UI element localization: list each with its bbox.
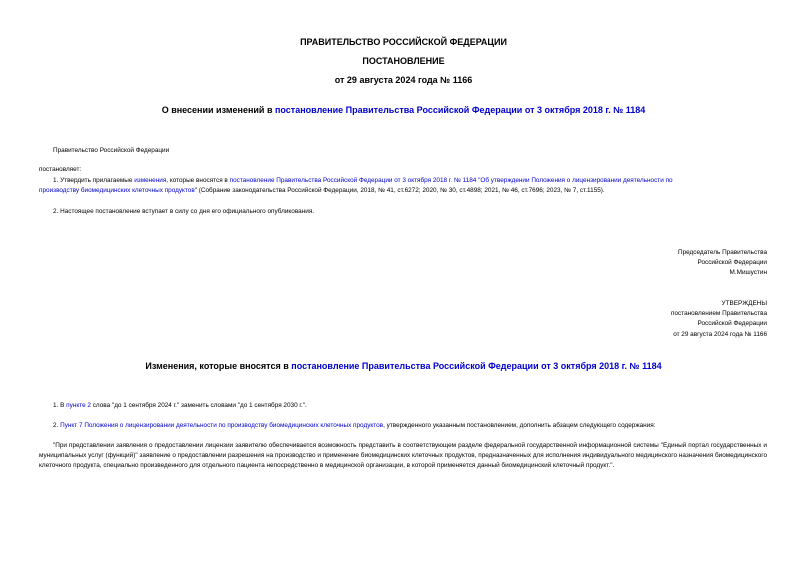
point-7-link[interactable]: Пункт 7 Положения о лицензировании деятельности по производству биомедицинских клеточных продуктов [60, 422, 384, 429]
item-1-text-c: " (Собрание законодательства Российской Федерации, 2018, № 41, ст.6272; 2020, № 30, ст.4898; 2021, № 46, ст.7696; 2023, № 7, ст.1155). [194, 187, 605, 194]
change-1-text-a: 1. В [53, 402, 67, 409]
decree-1184-full-link[interactable]: постановление Правительства Российской Федерации от 3 октября 2018 г. № 1184 "Об утверждении Положения о лицензировании деятельности по [229, 177, 673, 184]
government-intro: Правительство Российской Федерации [53, 147, 170, 154]
change-2 [53, 421, 656, 431]
decree-1184-link[interactable]: постановление Правительства Российской Федерации от 3 октября 2018 г. № 1184 [274, 105, 646, 115]
signature-line-3: М.Мишустин [729, 269, 767, 277]
change-1 [53, 401, 307, 411]
item-1-line-2 [39, 186, 605, 196]
change-1-text-b: слова "до 1 сентября 2024 г." заменить словами "до 1 сентября 2030 г.". [90, 402, 307, 409]
change-2-quote: "При представлении заявления о предоставлении лицензии заявителю обеспечивается возможность представить в соответствующем разделе федеральной государственной информационной системы "Единый портал государственных и муниципальных услуг (функций)" заявление о предоставлении разрешения на производство и применение биомедицинских клеточных продуктов, предназначенных для исполнения индивидуального медицинского назначения биомедицинского клеточного продукта, специально произведенного для отдельного пациента непосредственно в медицинской организации, в которой применяется данный биомедицинский клеточный продукт.". [39, 442, 767, 469]
changes-title [0, 361, 807, 371]
item-1-text-b: , которые вносятся в [166, 177, 230, 184]
government-heading: ПРАВИТЕЛЬСТВО РОССИЙСКОЙ ФЕДЕРАЦИИ [300, 37, 507, 47]
signature-block [678, 248, 767, 279]
changes-title-prefix: Изменения, которые вносятся в [145, 361, 292, 371]
approved-block [671, 299, 767, 340]
approved-line-1: УТВЕРЖДЕНЫ [721, 300, 767, 307]
change-2-text-a: 2. [53, 422, 61, 429]
changes-link[interactable]: изменения [134, 177, 167, 184]
signature-line-2: Российской Федерации [697, 259, 767, 267]
document-type: ПОСТАНОВЛЕНИЕ [362, 56, 445, 66]
approved-line-3: Российской Федерации [697, 320, 767, 328]
document-title [0, 105, 807, 115]
point-2-link[interactable]: пункте 2 [66, 402, 91, 409]
changes-decree-1184-link[interactable]: постановление Правительства Российской Федерации от 3 октября 2018 г. № 1184 [291, 361, 662, 371]
change-2-text-b: , утвержденного указанным постановлением, дополнить абзацем следующего содержания: [383, 422, 656, 429]
item-1-text-a: 1. Утвердить прилагаемые [53, 177, 135, 184]
decree-1184-full-link-cont[interactable]: производству биомедицинских клеточных продуктов [39, 187, 195, 194]
signature-line-1: Председатель Правительства [678, 249, 767, 256]
decrees-word: постановляет: [39, 166, 82, 173]
item-1-line-1 [53, 176, 673, 186]
approved-line-4: от 29 августа 2024 года № 1166 [673, 330, 767, 338]
item-2: 2. Настоящее постановление вступает в силу со дня его официального опубликования. [53, 208, 315, 215]
document-date-number: от 29 августа 2024 года № 1166 [334, 75, 473, 85]
approved-line-2: постановлением Правительства [671, 310, 767, 318]
document-title-prefix: О внесении изменений в [161, 105, 275, 115]
